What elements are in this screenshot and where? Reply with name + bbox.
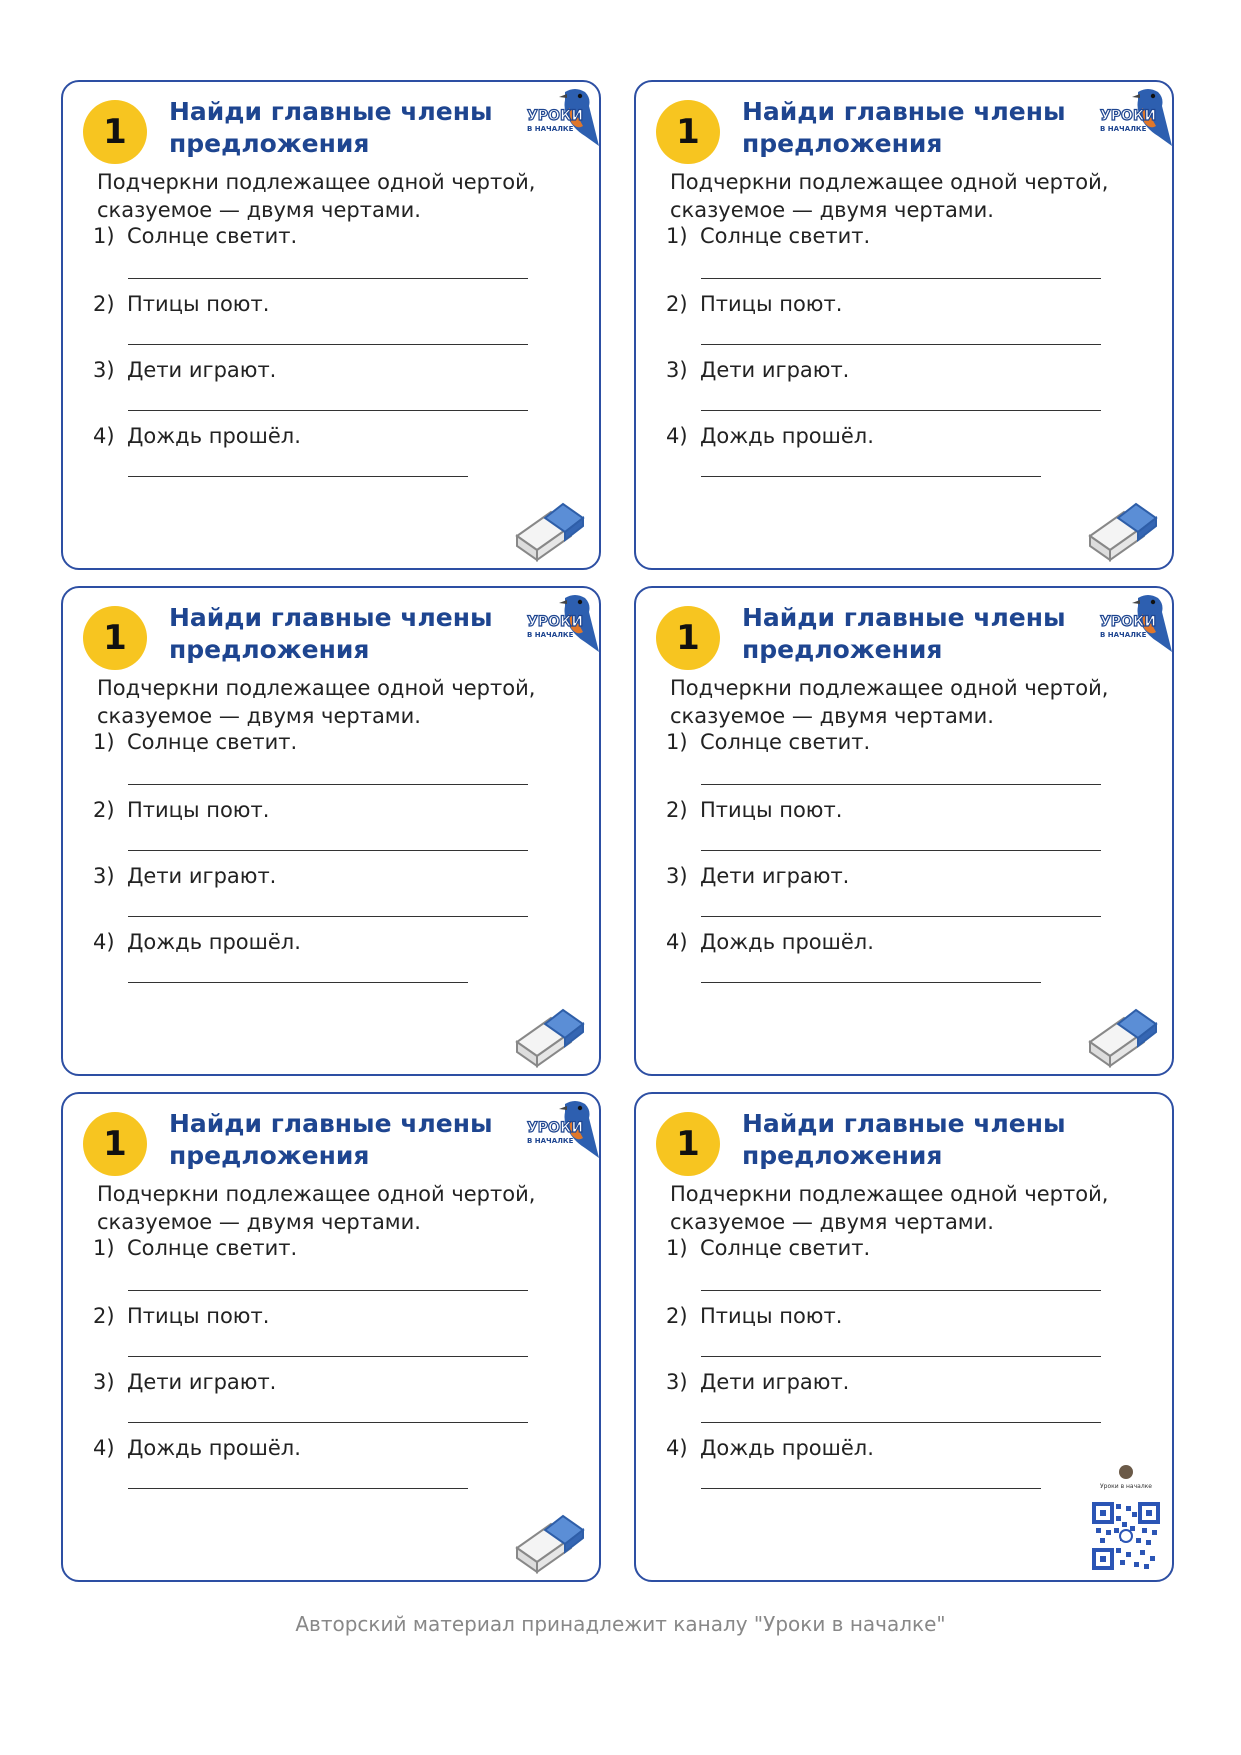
sentence-text: Дождь прошёл. xyxy=(700,1436,874,1460)
task-card xyxy=(634,586,1174,1076)
task-number-badge: 1 xyxy=(83,100,147,164)
task-title-line: Найди главные члены xyxy=(742,1109,1066,1138)
task-number-badge: 1 xyxy=(83,1112,147,1176)
bird-logo-icon xyxy=(525,590,601,660)
sentence-item: 1) Солнце светит. xyxy=(93,730,298,754)
eraser-icon xyxy=(511,1504,587,1574)
sentence-text: Солнце светит. xyxy=(127,1236,298,1260)
task-title-line: предложения xyxy=(169,635,370,664)
sentence-item: 2) Птицы поют. xyxy=(93,292,270,316)
sentence-item: 4) Дождь прошёл. xyxy=(666,424,874,448)
task-title xyxy=(742,1108,1072,1172)
answer-line xyxy=(701,1488,1041,1489)
instruction-line: сказуемое — двумя чертами. xyxy=(97,704,421,728)
sentence-text: Дети играют. xyxy=(127,864,277,888)
answer-line xyxy=(128,1356,528,1357)
sentence-text: Птицы поют. xyxy=(127,1304,270,1328)
sentence-item: 1) Солнце светит. xyxy=(666,730,871,754)
sentence-text: Птицы поют. xyxy=(700,798,843,822)
answer-line xyxy=(128,278,528,279)
eraser-icon xyxy=(511,492,587,562)
sentence-item: 4) Дождь прошёл. xyxy=(666,1436,874,1460)
task-title-line: предложения xyxy=(169,1141,370,1170)
answer-line xyxy=(701,916,1101,917)
sentence-item: 2) Птицы поют. xyxy=(666,292,843,316)
sentence-text: Дождь прошёл. xyxy=(127,1436,301,1460)
sentence-text: Птицы поют. xyxy=(700,1304,843,1328)
logo-text: УРОКИ xyxy=(527,614,584,630)
sentence-item: 1) Солнце светит. xyxy=(666,1236,871,1260)
sentence-item: 3) Дети играют. xyxy=(666,1370,850,1394)
task-title-line: Найди главные члены xyxy=(169,1109,493,1138)
sentence-text: Солнце светит. xyxy=(700,224,871,248)
task-card xyxy=(634,1092,1174,1582)
sentence-text: Птицы поют. xyxy=(127,292,270,316)
task-card xyxy=(61,1092,601,1582)
sentence-text: Дождь прошёл. xyxy=(127,930,301,954)
logo-text: В НАЧАЛКЕ xyxy=(1100,125,1147,133)
answer-line xyxy=(128,410,528,411)
bird-logo-icon xyxy=(525,1096,601,1166)
sentence-text: Дождь прошёл. xyxy=(127,424,301,448)
sentence-text: Птицы поют. xyxy=(127,798,270,822)
bird-logo-icon xyxy=(1098,590,1174,660)
task-instruction xyxy=(670,674,1150,730)
sentence-item: 3) Дети играют. xyxy=(93,864,277,888)
logo-text: УРОКИ xyxy=(1100,108,1157,124)
qr-caption: Уроки в началке xyxy=(1100,1483,1152,1490)
task-title xyxy=(169,96,499,160)
answer-line xyxy=(128,1290,528,1291)
task-number-badge: 1 xyxy=(83,606,147,670)
task-title-line: предложения xyxy=(742,635,943,664)
task-title-line: Найди главные члены xyxy=(169,603,493,632)
task-title-line: предложения xyxy=(742,129,943,158)
sentence-text: Солнце светит. xyxy=(127,730,298,754)
task-instruction xyxy=(670,1180,1150,1236)
sentence-text: Солнце светит. xyxy=(700,1236,871,1260)
eraser-icon xyxy=(1084,492,1160,562)
answer-line xyxy=(128,344,528,345)
instruction-line: Подчеркни подлежащее одной чертой, xyxy=(670,1182,1109,1206)
sentence-item: 2) Птицы поют. xyxy=(93,798,270,822)
answer-line xyxy=(701,850,1101,851)
sentence-text: Птицы поют. xyxy=(700,292,843,316)
instruction-line: Подчеркни подлежащее одной чертой, xyxy=(670,676,1109,700)
answer-line xyxy=(128,916,528,917)
answer-line xyxy=(128,1488,468,1489)
instruction-line: Подчеркни подлежащее одной чертой, xyxy=(97,676,536,700)
logo-text: В НАЧАЛКЕ xyxy=(1100,631,1147,639)
instruction-line: Подчеркни подлежащее одной чертой, xyxy=(97,1182,536,1206)
bird-logo-icon xyxy=(1098,84,1174,154)
task-instruction xyxy=(670,168,1150,224)
task-title xyxy=(742,96,1072,160)
instruction-line: сказуемое — двумя чертами. xyxy=(670,198,994,222)
answer-line xyxy=(701,278,1101,279)
bird-logo-icon xyxy=(525,84,601,154)
instruction-line: сказуемое — двумя чертами. xyxy=(97,1210,421,1234)
logo-text: В НАЧАЛКЕ xyxy=(527,631,574,639)
sentence-text: Дети играют. xyxy=(127,1370,277,1394)
sentence-item: 3) Дети играют. xyxy=(93,1370,277,1394)
sentence-item: 3) Дети играют. xyxy=(93,358,277,382)
sentence-text: Солнце светит. xyxy=(700,730,871,754)
task-title xyxy=(742,602,1072,666)
task-title-line: Найди главные члены xyxy=(742,603,1066,632)
sentence-item: 4) Дождь прошёл. xyxy=(666,930,874,954)
sentence-item: 1) Солнце светит. xyxy=(93,224,298,248)
sentence-item: 2) Птицы поют. xyxy=(666,1304,843,1328)
task-card xyxy=(61,586,601,1076)
sentence-text: Дождь прошёл. xyxy=(700,424,874,448)
task-title-line: Найди главные члены xyxy=(742,97,1066,126)
answer-line xyxy=(128,784,528,785)
answer-line xyxy=(701,1290,1101,1291)
task-card xyxy=(61,80,601,570)
task-number-badge: 1 xyxy=(656,606,720,670)
answer-line xyxy=(701,784,1101,785)
instruction-line: Подчеркни подлежащее одной чертой, xyxy=(97,170,536,194)
task-number-badge: 1 xyxy=(656,100,720,164)
instruction-line: сказуемое — двумя чертами. xyxy=(97,198,421,222)
sentence-item: 3) Дети играют. xyxy=(666,864,850,888)
answer-line xyxy=(128,1422,528,1423)
qr-code-icon[interactable] xyxy=(1086,1464,1162,1574)
task-instruction xyxy=(97,168,577,224)
sentence-text: Дети играют. xyxy=(700,358,850,382)
task-number-badge: 1 xyxy=(656,1112,720,1176)
task-title-line: предложения xyxy=(742,1141,943,1170)
sentence-item: 4) Дождь прошёл. xyxy=(93,424,301,448)
task-card xyxy=(634,80,1174,570)
task-title-line: Найди главные члены xyxy=(169,97,493,126)
answer-line xyxy=(128,850,528,851)
sentence-text: Дети играют. xyxy=(127,358,277,382)
instruction-line: сказуемое — двумя чертами. xyxy=(670,1210,994,1234)
sentence-item: 1) Солнце светит. xyxy=(666,224,871,248)
sentence-item: 4) Дождь прошёл. xyxy=(93,1436,301,1460)
sentence-item: 2) Птицы поют. xyxy=(666,798,843,822)
eraser-icon xyxy=(511,998,587,1068)
sentence-text: Дождь прошёл. xyxy=(700,930,874,954)
answer-line xyxy=(701,410,1101,411)
sentence-text: Дети играют. xyxy=(700,864,850,888)
logo-text: УРОКИ xyxy=(527,1120,584,1136)
task-instruction xyxy=(97,674,577,730)
answer-line xyxy=(701,344,1101,345)
answer-line xyxy=(701,1356,1101,1357)
logo-text: УРОКИ xyxy=(527,108,584,124)
sentence-item: 4) Дождь прошёл. xyxy=(93,930,301,954)
eraser-icon xyxy=(1084,998,1160,1068)
task-title-line: предложения xyxy=(169,129,370,158)
instruction-line: сказуемое — двумя чертами. xyxy=(670,704,994,728)
task-title xyxy=(169,1108,499,1172)
task-instruction xyxy=(97,1180,577,1236)
sentence-text: Дети играют. xyxy=(700,1370,850,1394)
answer-line xyxy=(701,982,1041,983)
sentence-text: Солнце светит. xyxy=(127,224,298,248)
answer-line xyxy=(701,476,1041,477)
instruction-line: Подчеркни подлежащее одной чертой, xyxy=(670,170,1109,194)
logo-text: УРОКИ xyxy=(1100,614,1157,630)
logo-text: В НАЧАЛКЕ xyxy=(527,1137,574,1145)
sentence-item: 2) Птицы поют. xyxy=(93,1304,270,1328)
task-title xyxy=(169,602,499,666)
sentence-item: 3) Дети играют. xyxy=(666,358,850,382)
copyright-footer: Авторский материал принадлежит каналу "Уроки в началке" xyxy=(295,1612,946,1636)
answer-line xyxy=(701,1422,1101,1423)
answer-line xyxy=(128,982,468,983)
logo-text: В НАЧАЛКЕ xyxy=(527,125,574,133)
answer-line xyxy=(128,476,468,477)
sentence-item: 1) Солнце светит. xyxy=(93,1236,298,1260)
